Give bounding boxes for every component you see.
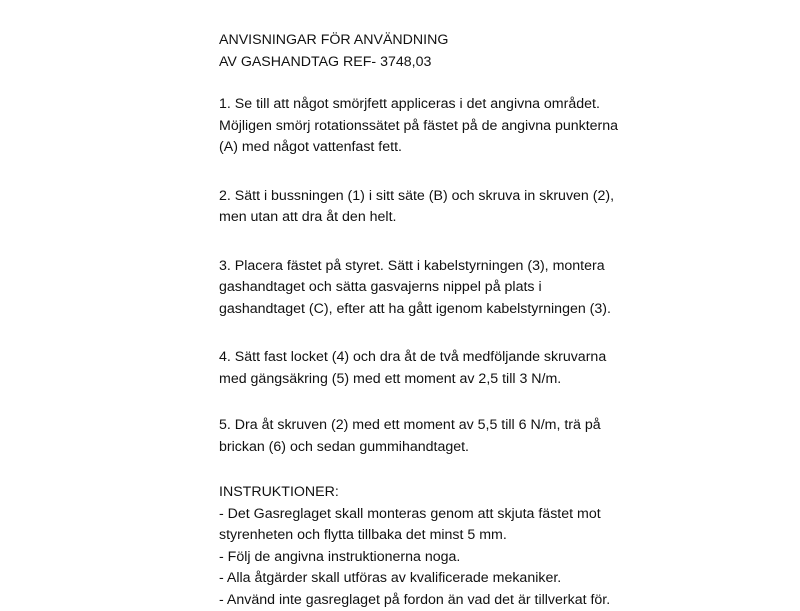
instruction-line: - Följ de angivna instruktionerna noga. bbox=[219, 547, 789, 569]
step-line: 5. Dra åt skruven (2) med ett moment av 5,5 till 6 N/m, trä på bbox=[219, 415, 789, 437]
step-line: brickan (6) och sedan gummihandtaget. bbox=[219, 437, 789, 459]
step-line: 4. Sätt fast locket (4) och dra åt de två medföljande skruvarna bbox=[219, 347, 789, 369]
step-1 bbox=[219, 94, 789, 159]
instruction-line: - Alla åtgärder skall utföras av kvalificerade mekaniker. bbox=[219, 568, 789, 590]
instructions-heading: INSTRUKTIONER: bbox=[219, 482, 789, 504]
instruction-line: styrenheten och flytta tillbaka det minst 5 mm. bbox=[219, 525, 789, 547]
step-4 bbox=[219, 347, 789, 390]
title-line: ANVISNINGAR FÖR ANVÄNDNING bbox=[219, 30, 789, 52]
step-line: men utan att dra åt den helt. bbox=[219, 207, 789, 229]
step-line: 1. Se till att något smörjfett appliceras i det angivna området. bbox=[219, 94, 789, 116]
step-line: gashandtaget och sätta gasvajerns nippel på plats i bbox=[219, 277, 789, 299]
step-line: gashandtaget (C), efter att ha gått igenom kabelstyrningen (3). bbox=[219, 299, 789, 321]
instruction-line: - Det Gasreglaget skall monteras genom att skjuta fästet mot bbox=[219, 504, 789, 526]
step-3 bbox=[219, 256, 789, 321]
instruction-line: - Använd inte gasreglaget på fordon än vad det är tillverkat för. bbox=[219, 590, 789, 611]
document-page bbox=[219, 30, 789, 611]
step-line: (A) med något vattenfast fett. bbox=[219, 137, 789, 159]
step-5 bbox=[219, 415, 789, 458]
document-title bbox=[219, 30, 789, 73]
title-line: AV GASHANDTAG REF- 3748,03 bbox=[219, 52, 789, 74]
step-line: med gängsäkring (5) med ett moment av 2,5 till 3 N/m. bbox=[219, 369, 789, 391]
step-line: 2. Sätt i bussningen (1) i sitt säte (B) och skruva in skruven (2), bbox=[219, 186, 789, 208]
step-2 bbox=[219, 186, 789, 229]
instructions-section bbox=[219, 482, 789, 611]
step-line: 3. Placera fästet på styret. Sätt i kabelstyrningen (3), montera bbox=[219, 256, 789, 278]
step-line: Möjligen smörj rotationssätet på fästet på de angivna punkterna bbox=[219, 116, 789, 138]
